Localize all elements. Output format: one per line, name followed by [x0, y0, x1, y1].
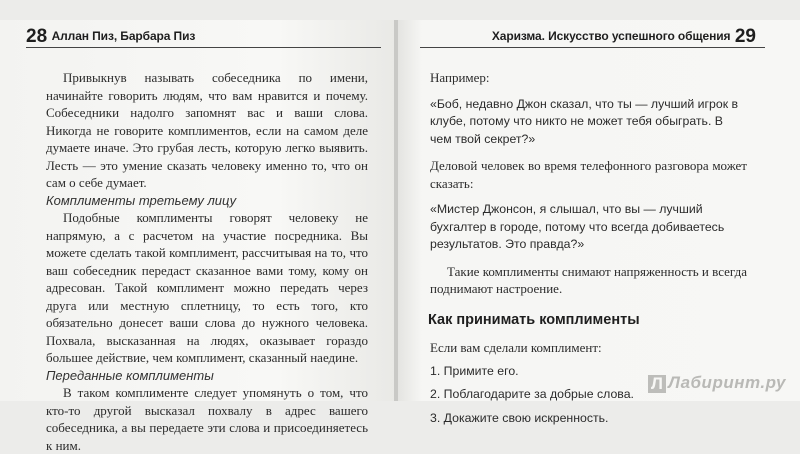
watermark-text: Лабиринт.ру: [668, 373, 786, 392]
left-paragraph-2: Подобные комплименты говорят человеку не напрямую, а с расчетом на участие посредника. Вы можете сделать такой комплимент, рассчитывая на то, что ваш собеседник передаст сказанное вами тому, кому он адресован. Такой комплимент можно передать через друга или местную сплетницу, то есть того, кто обязательно донесет ваши слова до нужного человека. Похвала, высказанная на людях, оказывает гораздо большее действие, чем комплимент, сказанный наедине.: [46, 210, 368, 365]
left-running-title: Аллан Пиз, Барбара Пиз: [51, 29, 196, 43]
left-page-number: 28: [26, 26, 48, 47]
left-page-body: [46, 69, 368, 454]
right-paragraph-1: Деловой человек во время телефонного разговора может сказать:: [430, 158, 747, 191]
right-intro: Например:: [430, 70, 490, 85]
right-running-head: [492, 26, 756, 48]
right-list-item-1: 1. Примите его.: [430, 363, 519, 378]
right-list-item-3: 3. Докажите свою искренность.: [430, 410, 609, 425]
left-header-rule: [26, 47, 381, 48]
right-paragraph-2: Такие комплименты снимают напряженность и всегда поднимают настроение.: [430, 263, 747, 296]
left-running-head: [26, 26, 195, 48]
right-list-intro: Если вам сделали комплимент:: [430, 340, 602, 355]
right-list-item-2: 2. Поблагодарите за добрые слова.: [430, 387, 634, 401]
labirint-logo-icon: Л: [648, 375, 666, 393]
left-subheading-1: Комплименты третьему лицу: [46, 192, 237, 208]
left-paragraph-1: Привыкнув называть собеседника по имени, начинайте говорить людям, что вам нравится и почему. Собеседники надолго запомнят вас и ваши слова. Никогда не говорите комплиментов, если на самом деле думаете иначе. Это грубая лесть, которую легко выявить. Лесть — это умение сказать человеку именно то, что он сам о себе думает.: [46, 70, 368, 190]
left-paragraph-3: В таком комплименте следует упомянуть о том, что кто-то другой высказал похвалу в адрес вашего собеседника, а вы передаете эти слова и присоединяетесь к ним.: [46, 385, 368, 453]
right-quote-2: «Мистер Джонсон, я слышал, что вы — лучший бухгалтер в городе, потому что всегда добиваетесь результатов. Это правда?»: [430, 202, 725, 251]
labirint-watermark: [648, 373, 786, 393]
right-running-title: Харизма. Искусство успешного общения: [491, 29, 731, 43]
left-subheading-2: Переданные комплименты: [46, 367, 214, 383]
right-page-number: 29: [734, 26, 756, 47]
right-section-heading: Как принимать комплименты: [428, 311, 640, 328]
right-quote-1: «Боб, недавно Джон сказал, что ты — лучший игрок в клубе, потому что никто не может тебя обыграть. В чем твой секрет?»: [430, 96, 739, 146]
right-header-rule: [420, 47, 765, 48]
